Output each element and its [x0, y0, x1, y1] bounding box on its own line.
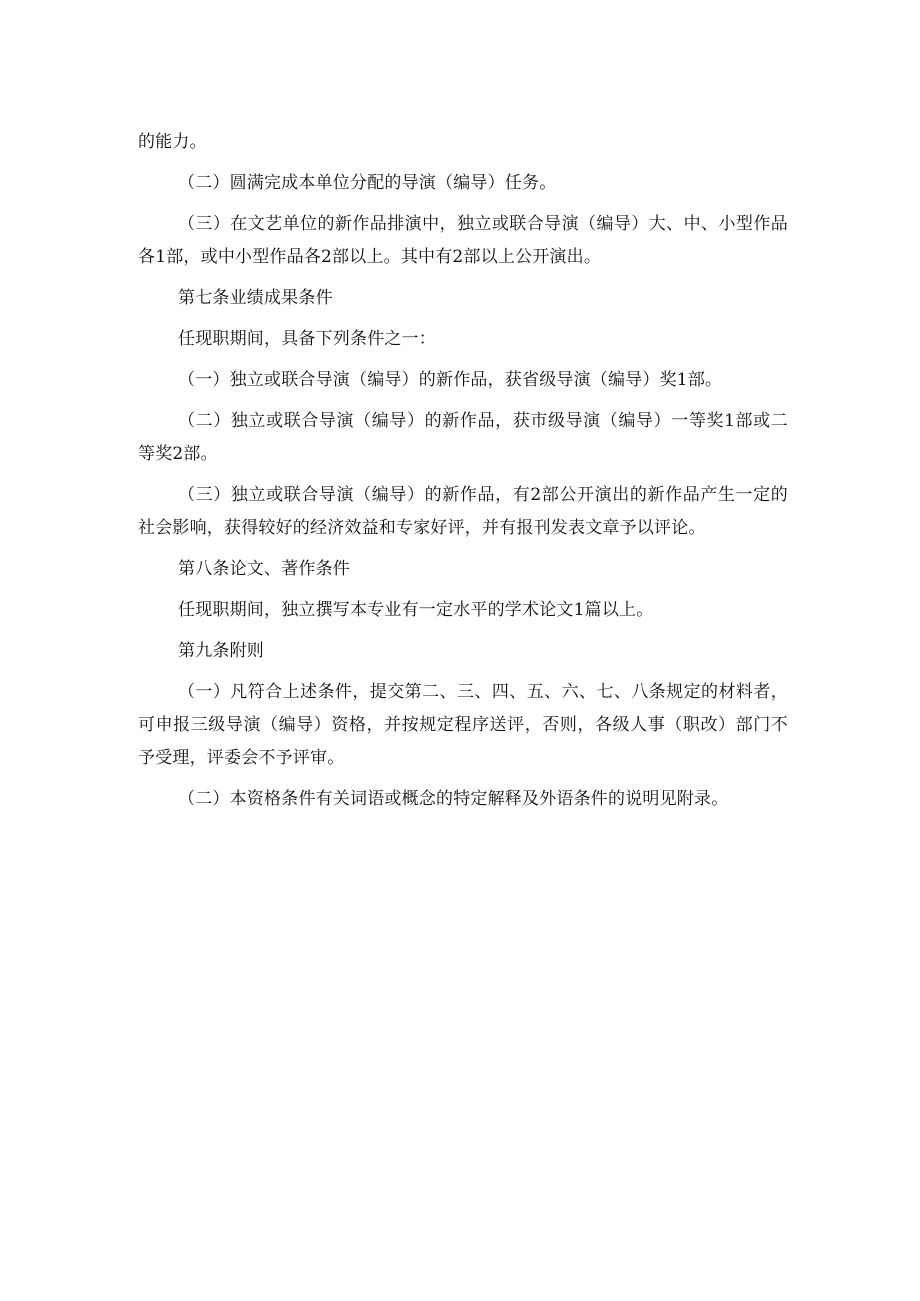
- article-7-item-1: （一）独立或联合导演（编导）的新作品，获省级导演（编导）奖1部。: [178, 370, 723, 390]
- article-7-item-2: （二）独立或联合导演（编导）的新作品，获市级导演（编导）一等奖1部或二等奖2部。: [138, 411, 788, 464]
- paragraph-item-3: （三）在文艺单位的新作品排演中，独立或联合导演（编导）大、中、小型作品各1部，或中小型作品各2部以上。其中有2部以上公开演出。: [138, 214, 788, 267]
- paragraph-continuation: 的能力。: [138, 132, 207, 152]
- paragraph-item-2: （二）圆满完成本单位分配的导演（编导）任务。: [178, 173, 557, 193]
- article-9-item-2: （二）本资格条件有关词语或概念的特定解释及外语条件的说明见附录。: [178, 789, 729, 809]
- article-7-heading: 第七条业绩成果条件: [178, 288, 333, 308]
- article-8-heading: 第八条论文、著作条件: [178, 559, 350, 579]
- article-9-heading: 第九条附则: [178, 641, 264, 661]
- document-body: [138, 126, 788, 824]
- article-7-intro: 任现职期间，具备下列条件之一：: [178, 329, 436, 349]
- article-8-body: 任现职期间，独立撰写本专业有一定水平的学术论文1篇以上。: [178, 600, 654, 620]
- article-7-item-3: （三）独立或联合导演（编导）的新作品，有2部公开演出的新作品产生一定的社会影响，获得较好的经济效益和专家好评，并有报刊发表文章予以评论。: [138, 485, 788, 538]
- article-9-item-1: （一）凡符合上述条件，提交第二、三、四、五、六、七、八条规定的材料者，可申报三级导演（编导）资格，并按规定程序送评，否则，各级人事（职改）部门不予受理，评委会不予评审。: [138, 682, 788, 768]
